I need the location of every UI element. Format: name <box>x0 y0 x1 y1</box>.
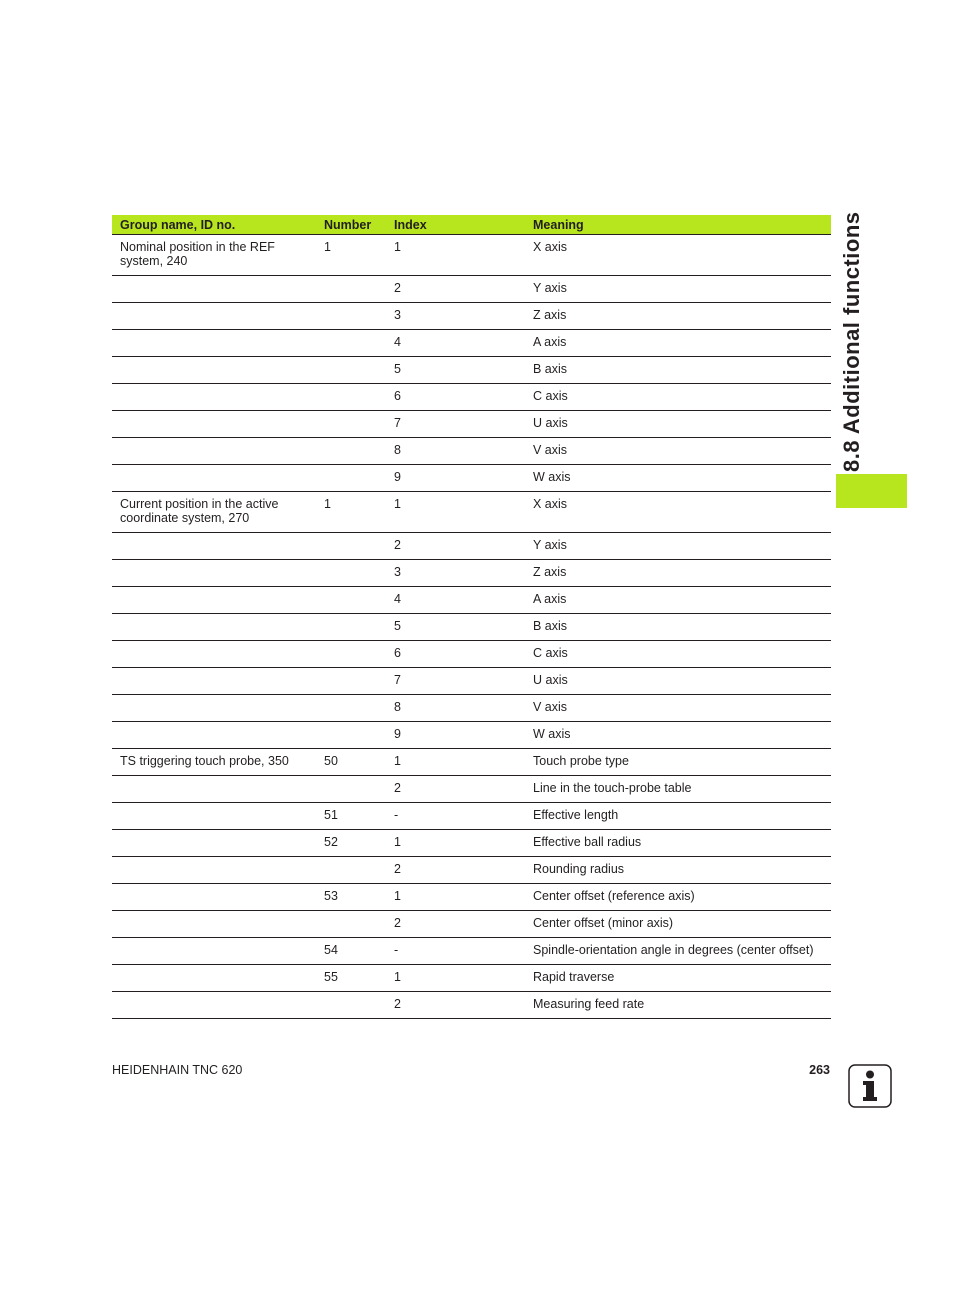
header-meaning: Meaning <box>525 215 831 235</box>
cell-group-name <box>112 803 316 830</box>
cell-number <box>316 992 386 1019</box>
cell-index: 2 <box>386 911 525 938</box>
cell-meaning: U axis <box>525 668 831 695</box>
cell-group-name <box>112 641 316 668</box>
cell-meaning: Center offset (minor axis) <box>525 911 831 938</box>
table-row <box>112 695 831 722</box>
cell-index: - <box>386 938 525 965</box>
cell-group-name <box>112 357 316 384</box>
cell-number <box>316 465 386 492</box>
cell-meaning: C axis <box>525 641 831 668</box>
cell-group-name <box>112 276 316 303</box>
cell-index: 1 <box>386 965 525 992</box>
cell-number: 1 <box>316 492 386 533</box>
table-row <box>112 803 831 830</box>
table-row <box>112 857 831 884</box>
cell-index: 7 <box>386 668 525 695</box>
table-row <box>112 235 831 276</box>
table-row <box>112 303 831 330</box>
cell-meaning: Touch probe type <box>525 749 831 776</box>
cell-meaning: Effective ball radius <box>525 830 831 857</box>
cell-group-name <box>112 533 316 560</box>
cell-index: 6 <box>386 384 525 411</box>
cell-group-name <box>112 992 316 1019</box>
cell-number <box>316 668 386 695</box>
cell-index: 5 <box>386 614 525 641</box>
cell-group-name <box>112 695 316 722</box>
cell-index: 9 <box>386 465 525 492</box>
cell-number: 1 <box>316 235 386 276</box>
cell-group-name <box>112 884 316 911</box>
cell-number: 55 <box>316 965 386 992</box>
table-row <box>112 965 831 992</box>
cell-group-name <box>112 965 316 992</box>
table-row <box>112 668 831 695</box>
table-row <box>112 384 831 411</box>
table-row <box>112 722 831 749</box>
cell-meaning: A axis <box>525 587 831 614</box>
table-header <box>112 215 831 235</box>
cell-number: 50 <box>316 749 386 776</box>
cell-group-name <box>112 911 316 938</box>
cell-meaning: Rounding radius <box>525 857 831 884</box>
cell-number <box>316 695 386 722</box>
cell-number: 53 <box>316 884 386 911</box>
table-row <box>112 614 831 641</box>
cell-group-name <box>112 722 316 749</box>
cell-index: 1 <box>386 492 525 533</box>
table-row <box>112 911 831 938</box>
cell-index: 8 <box>386 438 525 465</box>
table-row <box>112 492 831 533</box>
cell-group-name: Nominal position in the REF system, 240 <box>112 235 316 276</box>
cell-index: 2 <box>386 776 525 803</box>
cell-index: 6 <box>386 641 525 668</box>
cell-meaning: Measuring feed rate <box>525 992 831 1019</box>
cell-number <box>316 330 386 357</box>
cell-number <box>316 276 386 303</box>
table-row <box>112 357 831 384</box>
table-row <box>112 330 831 357</box>
cell-number: 52 <box>316 830 386 857</box>
table-row <box>112 992 831 1019</box>
table-header-row <box>112 215 831 235</box>
cell-meaning: Spindle-orientation angle in degrees (center offset) <box>525 938 831 965</box>
cell-meaning: Z axis <box>525 303 831 330</box>
table-row <box>112 749 831 776</box>
cell-index: 4 <box>386 330 525 357</box>
cell-number <box>316 384 386 411</box>
cell-index: 2 <box>386 276 525 303</box>
header-group-name: Group name, ID no. <box>112 215 316 235</box>
cell-index: 3 <box>386 560 525 587</box>
cell-number <box>316 303 386 330</box>
cell-meaning: Y axis <box>525 276 831 303</box>
cell-index: 5 <box>386 357 525 384</box>
cell-group-name <box>112 465 316 492</box>
cell-group-name <box>112 411 316 438</box>
table-body <box>112 235 831 1019</box>
info-icon <box>848 1064 892 1108</box>
cell-number <box>316 776 386 803</box>
cell-group-name <box>112 384 316 411</box>
cell-index: 9 <box>386 722 525 749</box>
table-row <box>112 587 831 614</box>
cell-group-name <box>112 776 316 803</box>
cell-index: - <box>386 803 525 830</box>
table-row <box>112 938 831 965</box>
cell-group-name <box>112 303 316 330</box>
cell-index: 2 <box>386 533 525 560</box>
cell-meaning: W axis <box>525 465 831 492</box>
cell-index: 3 <box>386 303 525 330</box>
cell-index: 1 <box>386 884 525 911</box>
table-row <box>112 560 831 587</box>
cell-number <box>316 641 386 668</box>
cell-number <box>316 911 386 938</box>
cell-number <box>316 411 386 438</box>
cell-group-name <box>112 438 316 465</box>
cell-index: 2 <box>386 857 525 884</box>
table-row <box>112 884 831 911</box>
cell-number <box>316 357 386 384</box>
section-tab-marker <box>836 474 907 508</box>
cell-group-name: Current position in the active coordinate system, 270 <box>112 492 316 533</box>
cell-meaning: Z axis <box>525 560 831 587</box>
cell-meaning: X axis <box>525 492 831 533</box>
cell-index: 1 <box>386 749 525 776</box>
cell-meaning: Y axis <box>525 533 831 560</box>
table-row <box>112 411 831 438</box>
cell-meaning: Line in the touch-probe table <box>525 776 831 803</box>
cell-index: 7 <box>386 411 525 438</box>
cell-group-name <box>112 614 316 641</box>
cell-meaning: W axis <box>525 722 831 749</box>
table-row <box>112 776 831 803</box>
cell-group-name <box>112 668 316 695</box>
cell-group-name <box>112 587 316 614</box>
table-row <box>112 533 831 560</box>
cell-group-name <box>112 830 316 857</box>
cell-index: 4 <box>386 587 525 614</box>
table-row <box>112 438 831 465</box>
cell-number <box>316 722 386 749</box>
cell-group-name <box>112 938 316 965</box>
cell-group-name: TS triggering touch probe, 350 <box>112 749 316 776</box>
cell-index: 8 <box>386 695 525 722</box>
cell-meaning: Center offset (reference axis) <box>525 884 831 911</box>
cell-meaning: X axis <box>525 235 831 276</box>
cell-meaning: V axis <box>525 438 831 465</box>
table-row <box>112 641 831 668</box>
table-row <box>112 276 831 303</box>
cell-meaning: A axis <box>525 330 831 357</box>
footer-product: HEIDENHAIN TNC 620 <box>112 1063 243 1077</box>
cell-group-name <box>112 330 316 357</box>
cell-number <box>316 438 386 465</box>
cell-meaning: B axis <box>525 357 831 384</box>
cell-index: 2 <box>386 992 525 1019</box>
table-row <box>112 830 831 857</box>
header-index: Index <box>386 215 525 235</box>
cell-number: 54 <box>316 938 386 965</box>
cell-number: 51 <box>316 803 386 830</box>
cell-number <box>316 533 386 560</box>
cell-meaning: V axis <box>525 695 831 722</box>
cell-index: 1 <box>386 830 525 857</box>
cell-index: 1 <box>386 235 525 276</box>
cell-meaning: B axis <box>525 614 831 641</box>
cell-group-name <box>112 857 316 884</box>
cell-group-name <box>112 560 316 587</box>
cell-number <box>316 587 386 614</box>
page-number: 263 <box>809 1063 830 1077</box>
header-number: Number <box>316 215 386 235</box>
cell-number <box>316 614 386 641</box>
cell-number <box>316 560 386 587</box>
cell-meaning: Effective length <box>525 803 831 830</box>
table-row <box>112 465 831 492</box>
section-title: 8.8 Additional functions <box>839 211 864 472</box>
parameter-table <box>112 215 831 1019</box>
cell-meaning: U axis <box>525 411 831 438</box>
cell-meaning: Rapid traverse <box>525 965 831 992</box>
cell-number <box>316 857 386 884</box>
cell-meaning: C axis <box>525 384 831 411</box>
